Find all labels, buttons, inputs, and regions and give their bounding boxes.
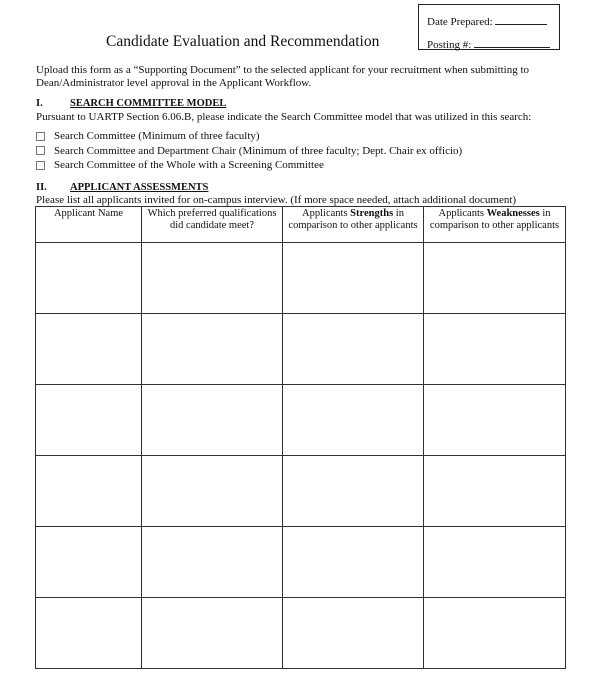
posting-number-field[interactable] (474, 37, 550, 48)
section-2-heading (36, 182, 208, 193)
option-search-committee[interactable] (36, 129, 462, 144)
applicant-name-cell[interactable] (36, 385, 142, 456)
page-title: Candidate Evaluation and Recommendation (106, 33, 380, 50)
weaknesses-cell[interactable] (424, 456, 566, 527)
table-row (36, 456, 566, 527)
date-prepared-field[interactable] (495, 14, 547, 25)
section-1-heading (36, 98, 226, 109)
posting-number-row (427, 34, 559, 57)
section-2-number: II. (36, 182, 47, 193)
table-row (36, 314, 566, 385)
checkbox[interactable] (36, 132, 45, 141)
strengths-cell[interactable] (283, 243, 424, 314)
column-header-qualifications: Which preferred qualifications did candidate meet? (142, 207, 283, 243)
section-1-number: I. (36, 98, 43, 109)
date-posting-box (418, 4, 560, 50)
column-header-strengths: Applicants Strengths in comparison to other applicants (283, 207, 424, 243)
strengths-cell[interactable] (283, 314, 424, 385)
applicant-name-cell[interactable] (36, 314, 142, 385)
option-committee-of-whole[interactable] (36, 158, 462, 173)
weaknesses-cell[interactable] (424, 527, 566, 598)
option-label: Search Committee (Minimum of three faculty) (54, 130, 260, 142)
weaknesses-cell[interactable] (424, 243, 566, 314)
checkbox[interactable] (36, 146, 45, 155)
weaknesses-cell[interactable] (424, 385, 566, 456)
option-label: Search Committee and Department Chair (Minimum of three faculty; Dept. Chair ex officio) (54, 144, 463, 157)
posting-number-label: Posting #: (427, 39, 472, 51)
column-header-weaknesses: Applicants Weaknesses in comparison to other applicants (424, 207, 566, 243)
date-prepared-label: Date Prepared: (427, 16, 493, 28)
qualifications-cell[interactable] (142, 314, 283, 385)
qualifications-cell[interactable] (142, 456, 283, 527)
option-label: Search Committee of the Whole with a Screening Committee (54, 159, 324, 171)
section-2-title: APPLICANT ASSESSMENTS (70, 182, 209, 193)
weaknesses-cell[interactable] (424, 314, 566, 385)
qualifications-cell[interactable] (142, 527, 283, 598)
checkbox[interactable] (36, 161, 45, 170)
option-committee-and-chair[interactable] (36, 144, 462, 159)
applicant-name-cell[interactable] (36, 243, 142, 314)
strengths-cell[interactable] (283, 385, 424, 456)
section-1-instruction: Pursuant to UARTP Section 6.06.B, please indicate the Search Committee model that was utilized in this search: (36, 111, 532, 123)
table-row (36, 527, 566, 598)
applicant-assessment-table (35, 206, 566, 669)
qualifications-cell[interactable] (142, 243, 283, 314)
qualifications-cell[interactable] (142, 598, 283, 669)
strengths-cell[interactable] (283, 456, 424, 527)
committee-model-options (36, 129, 462, 173)
qualifications-cell[interactable] (142, 385, 283, 456)
applicant-name-cell[interactable] (36, 598, 142, 669)
date-prepared-row (427, 11, 559, 34)
column-header-applicant-name: Applicant Name (36, 207, 142, 243)
table-row (36, 385, 566, 456)
section-1-title: SEARCH COMMITTEE MODEL (70, 98, 227, 109)
weaknesses-cell[interactable] (424, 598, 566, 669)
section-2-instruction: Please list all applicants invited for on-campus interview. (If more space needed, attach additional document) (36, 194, 517, 206)
strengths-cell[interactable] (283, 598, 424, 669)
applicant-name-cell[interactable] (36, 527, 142, 598)
table-row (36, 598, 566, 669)
strengths-cell[interactable] (283, 527, 424, 598)
table-header-row (36, 207, 566, 243)
table-row (36, 243, 566, 314)
intro-paragraph: Upload this form as a “Supporting Document” to the selected applicant for your recruitment when submitting to Dean/Administrator level approval in the Applicant Workflow. (36, 64, 530, 89)
applicant-name-cell[interactable] (36, 456, 142, 527)
